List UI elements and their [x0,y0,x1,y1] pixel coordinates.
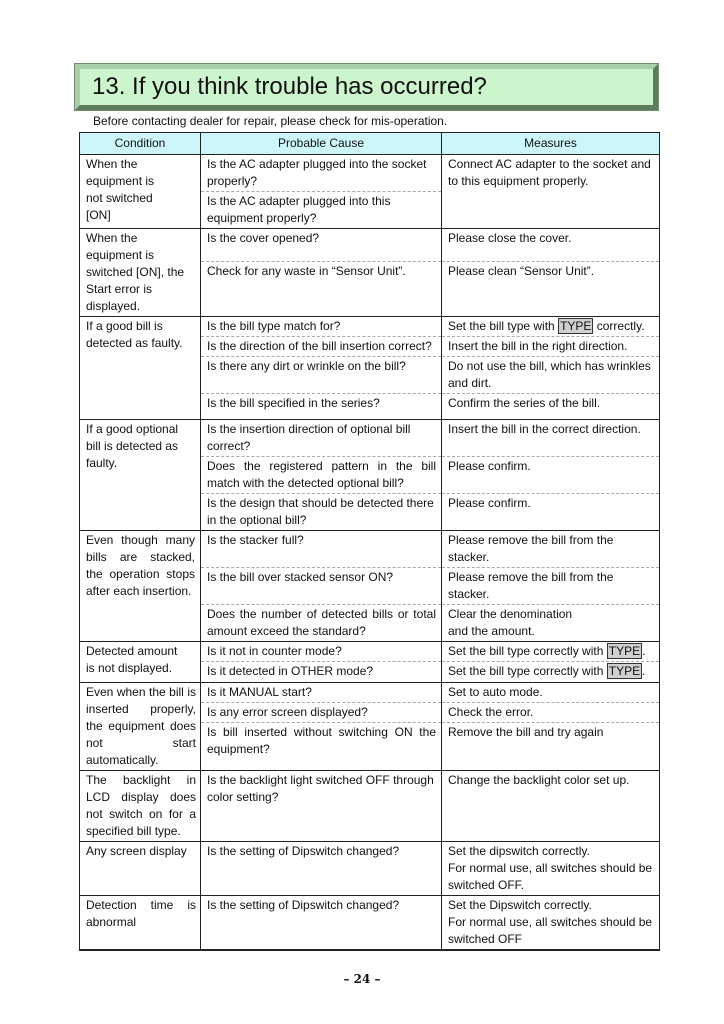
cause-cell: Is it not in counter mode? [201,642,442,662]
measure-cell: Connect AC adapter to the socket and to this equipment properly. [442,155,660,229]
measure-text: Set the bill type correctly with [448,644,607,658]
measure-cell: Set to auto mode. [442,683,660,703]
condition-cell: If a good optional bill is detected as faulty. [80,420,201,531]
condition-cell: Even though many bills are stacked, the operation stops after each insertion. [80,531,201,642]
condition-cell: If a good bill is detected as faulty. [80,317,201,420]
condition-cell: Any screen display [80,842,201,896]
condition-cell: Detected amount is not displayed. [80,642,201,683]
cause-cell: Is the bill over stacked sensor ON? [201,568,442,605]
measure-text: Set the bill type with [448,319,559,333]
table-row [80,642,660,662]
measure-line: Set the dipswitch correctly. [448,844,590,858]
condition-cell: When the equipment is switched [ON], the Start error is displayed. [80,229,201,317]
measure-line: Clear the denomination [448,607,573,621]
table-row [80,771,660,842]
column-header-condition: Condition [80,133,201,155]
condition-cell: Detection time is abnormal [80,896,201,951]
measure-cell: Please confirm. [442,494,660,531]
table-row [80,896,660,951]
measure-cell [442,642,660,662]
cause-cell: Is the bill specified in the series? [201,394,442,420]
measure-cell: Insert the bill in the correct direction. [442,420,660,457]
cause-cell: Is the design that should be detected there in the optional bill? [201,494,442,531]
cause-cell: Is the backlight light switched OFF through color setting? [201,771,442,842]
measure-cell: Please clean “Sensor Unit”. [442,261,660,316]
cause-cell: Is any error screen displayed? [201,703,442,723]
condition-cell: Even when the bill is inserted properly, the equipment does not start automatically. [80,683,201,771]
measure-line: For normal use, all switches should be switched OFF. [448,861,653,892]
column-header-measures: Measures [442,133,660,155]
table-row [80,842,660,896]
measure-cell: Please remove the bill from the stacker. [442,568,660,605]
type-key-badge: TYPE [608,644,641,658]
column-header-cause: Probable Cause [201,133,442,155]
table-row [80,317,660,337]
measure-cell: Insert the bill in the right direction. [442,337,660,357]
measure-text: correctly. [593,319,645,333]
cause-cell: Check for any waste in “Sensor Unit”. [201,261,442,316]
table-header-row [80,133,660,155]
measure-cell: Do not use the bill, which has wrinkles and dirt. [442,357,660,394]
measure-cell [442,317,660,337]
troubleshooting-table [79,132,660,951]
cause-cell: Is the stacker full? [201,531,442,568]
cause-cell: Is the setting of Dipswitch changed? [201,896,442,951]
measure-cell [442,605,660,642]
measure-cell: Please confirm. [442,457,660,494]
table-row [80,683,660,703]
measure-cell: Check the error. [442,703,660,723]
cause-cell: Is the AC adapter plugged into the socket properly? [201,155,442,192]
cause-cell: Is the insertion direction of optional bill correct? [201,420,442,457]
condition-cell: The backlight in LCD display does not switch on for a specified bill type. [80,771,201,842]
page-number: – 24 – [343,972,381,986]
cause-cell: Is the cover opened? [201,229,442,262]
cause-cell: Is the direction of the bill insertion correct? [201,337,442,357]
measure-cell [442,842,660,896]
cause-cell: Is it MANUAL start? [201,683,442,703]
intro-text: Before contacting dealer for repair, please check for mis-operation. [93,114,448,128]
condition-cell: When the equipment is not switched [ON] [80,155,201,229]
cause-cell: Does the number of detected bills or total amount exceed the standard? [201,605,442,642]
cause-cell: Is the bill type match for? [201,317,442,337]
measure-cell: Confirm the series of the bill. [442,394,660,420]
measure-line: For normal use, all switches should be switched OFF [448,915,653,946]
section-heading-frame [75,64,658,110]
measure-cell: Please remove the bill from the stacker. [442,531,660,568]
type-key-badge: TYPE [608,664,641,678]
cause-cell: Is there any dirt or wrinkle on the bill? [201,357,442,394]
measure-cell: Please close the cover. [442,229,660,262]
cause-cell: Does the registered pattern in the bill match with the detected optional bill? [201,457,442,494]
measure-cell [442,896,660,951]
measure-text: . [642,664,646,678]
measure-cell: Remove the bill and try again [442,723,660,771]
section-heading: 13. If you think trouble has occurred? [92,73,487,100]
table-row [80,229,660,262]
cause-cell: Is bill inserted without switching ON the equipment? [201,723,442,771]
table-row [80,155,660,192]
type-key-badge: TYPE [560,319,592,333]
measure-text: . [642,644,646,658]
table-row [80,531,660,568]
measure-cell: Change the backlight color set up. [442,771,660,842]
table-row [80,420,660,457]
measure-text: Set the bill type correctly with [448,664,607,678]
measure-line: and the amount. [448,624,535,638]
cause-cell: Is the setting of Dipswitch changed? [201,842,442,896]
measure-line: Set the Dipswitch correctly. [448,898,592,912]
cause-cell: Is it detected in OTHER mode? [201,662,442,683]
measure-cell [442,662,660,683]
cause-cell: Is the AC adapter plugged into this equipment properly? [201,192,442,229]
